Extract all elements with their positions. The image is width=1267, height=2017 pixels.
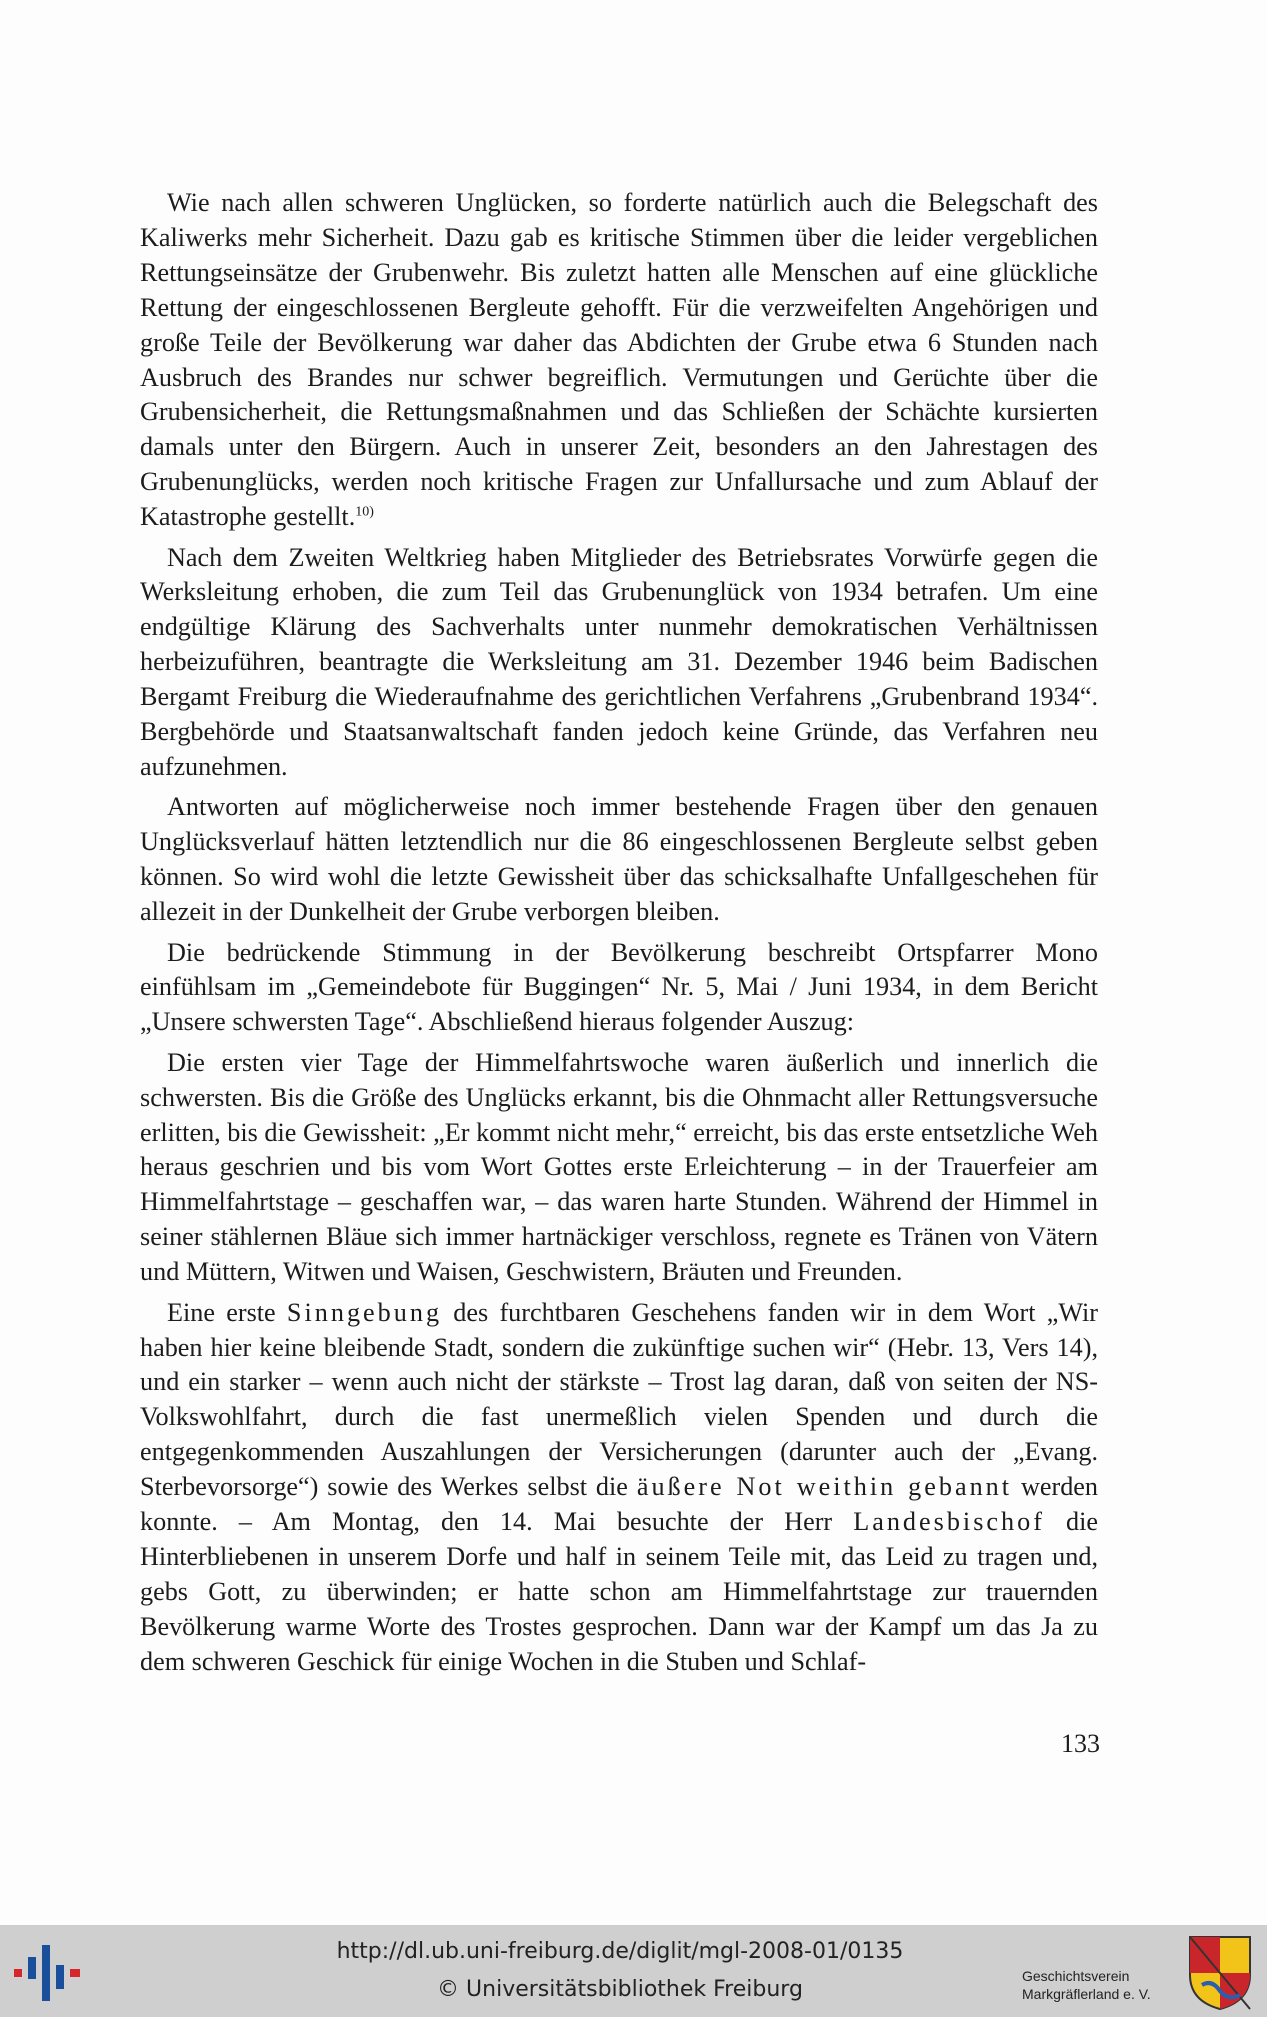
copyright-notice: © Universitätsbibliothek Freiburg [437, 1977, 803, 2002]
library-logo-icon[interactable] [14, 1941, 82, 2005]
footer-bar [0, 1925, 1267, 2017]
quote-text: die Hinterbliebenen in unserem Dorfe und half in seinem Teile mit, das Leid zu tragen und, gebs Gott, zu überwinden; er hatte schon am Himmelfahrtstage zur trauernden Bevölkerung warme Worte des Trostes gesprochen. Dann war der Kampf um das Ja zu dem schweren Geschick für einige Wochen in die Stuben und Schlaf- [140, 1507, 1099, 1676]
publisher-name-line-2: Markgräflerland e. V. [1022, 1986, 1151, 2002]
source-url-link[interactable]: http://dl.ub.uni-freiburg.de/diglit/mgl-2008-01/0135 [336, 1939, 904, 1964]
coat-of-arms-icon [1188, 1935, 1252, 2011]
text-column [140, 186, 1098, 1685]
page-number: 133 [1061, 1729, 1100, 1758]
quote-text: Eine erste [167, 1297, 276, 1327]
paragraph-1-text: Wie nach allen schweren Unglücken, so forderte natürlich auch die Belegschaft des Kaliwerks mehr Sicherheit. Dazu gab es kritische Stimmen über die leider vergeblichen Rettungseinsätze der Grubenwehr. Bis zuletzt hatten alle Menschen auf eine glückliche Rettung der eingeschlossenen Bergleute gehofft. Für die verzweifelten Angehörigen und große Teile der Bevölkerung war daher das Abdichten der Grube etwa 6 Stunden nach Ausbruch des Brandes nur schwer begreiflich. Vermutungen und Gerüchte über die Grubensicherheit, die Rettungsmaßnahmen und das Schließen der Schächte kursierten damals unter den Bürgern. Auch in unserer Zeit, besonders an den Jahrestagen des Grubenunglücks, werden noch kritische Fragen zur Unfallursache und zum Ablauf der Katastrophe gestellt. [140, 188, 1098, 532]
emphasized-text: Sinngebung [286, 1297, 443, 1327]
publisher-name-line-1: Geschichtsverein [1022, 1968, 1130, 1984]
paragraph-3: Antworten auf möglicherweise noch immer bestehende Fragen über den genauen Unglücksverlauf hätten letztendlich nur die 86 eingeschlossenen Bergleute selbst geben können. So wird wohl die letzte Gewissheit über das schicksalhafte Unfallgeschehen für allezeit in der Dunkelheit der Grube verborgen bleiben. [140, 792, 1098, 927]
paragraph-1 [140, 186, 1098, 535]
emphasized-text: äußere Not weithin gebannt [636, 1472, 1013, 1502]
quote-paragraph-1: Die ersten vier Tage der Himmelfahrtswoche waren äußerlich und innerlich die schwersten. Bis die Größe des Unglücks erkannt, bis die Ohnmacht aller Rettungsversuche erlitten, bis die Gewissheit: „Er kommt nicht mehr,“ erreicht, bis das erste entsetzliche Weh heraus geschrien und bis vom Wort Gottes erste Erleichterung – in der Trauerfeier am Himmelfahrtstage – geschaffen war, – das waren harte Stunden. Während der Himmel in seiner stählernen Bläue sich immer hartnäckiger verschloss, regnete es Tränen von Vätern und Müttern, Witwen und Waisen, Geschwistern, Bräuten und Freunden. [140, 1047, 1098, 1287]
publisher-name [1022, 1967, 1182, 2003]
footnote-marker: 10) [355, 504, 374, 520]
paragraph-4: Die bedrückende Stimmung in der Bevölkerung beschreibt Ortspfarrer Mono einfühlsam im „Gemeindebote für Buggingen“ Nr. 5, Mai / Juni 1934, in dem Bericht „Unsere schwersten Tage“. Abschließend hieraus folgender Auszug: [140, 937, 1098, 1037]
quote-text: des furchtbaren Geschehens fanden wir in dem Wort „Wir haben hier keine bleibende Stadt, sondern die zukünftige suchen wir“ (Hebr. 13, Vers 14), und ein starker – wenn auch nicht der stärkste – Trost lag daran, daß von seiten der NS-Volkswohlfahrt, durch die fast unermeßlich vielen Spenden und durch die entgegenkommenden Auszahlungen der Versicherungen (darunter auch der „Evang. Sterbevorsorge“) sowie des Werkes selbst die [140, 1297, 1099, 1502]
quote-paragraph-2 [140, 1296, 1098, 1680]
emphasized-text: Landesbischof [853, 1507, 1045, 1537]
quote-text: werden konnte. – Am Montag, den 14. Mai besuchte der Herr [140, 1472, 1099, 1537]
paragraph-2: Nach dem Zweiten Weltkrieg haben Mitglieder des Betriebsrates Vorwürfe gegen die Werksleitung erhoben, die zum Teil das Grubenunglück von 1934 betrafen. Um eine endgültige Klärung des Sachverhalts unter nunmehr demokratischen Verhältnissen herbeizuführen, beantragte die Werksleitung am 31. Dezember 1946 beim Badischen Bergamt Freiburg die Wiederaufnahme des gerichtlichen Verfahrens „Grubenbrand 1934“. Bergbehörde und Staatsanwaltschaft fanden jedoch keine Gründe, das Verfahren neu aufzunehmen. [140, 542, 1098, 781]
